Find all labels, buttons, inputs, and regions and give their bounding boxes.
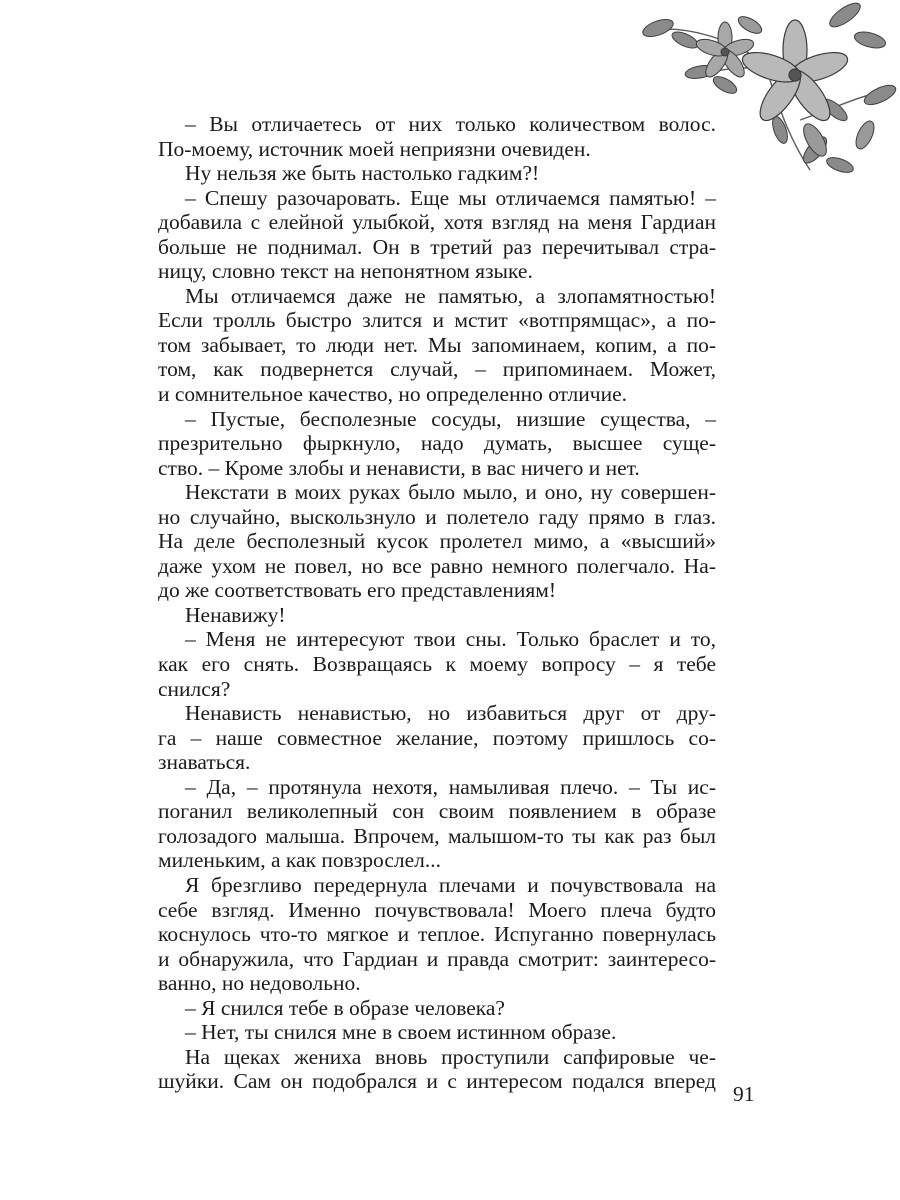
text-line: – Нет, ты снился мне в своем истинном образе.	[185, 1020, 617, 1045]
text-line: миленьким, а как повзрослел...	[158, 848, 442, 873]
ornament-leaf	[853, 29, 888, 51]
text-line: том, как подвернется случай, – припоминаем. Может,	[158, 357, 716, 382]
ornament-leaf	[825, 155, 855, 176]
ornament-leaf	[641, 16, 676, 40]
text-line: ванно, но недовольно.	[158, 971, 361, 996]
text-line: Я брезгливо передернула плечами и почувствовала на	[185, 872, 716, 897]
text-line: голозадого малыша. Впрочем, малышом-то ты как раз был	[158, 823, 716, 848]
ornament-leaf	[770, 115, 791, 145]
text-line: ство. – Кроме злобы и ненависти, в вас ничего и нет.	[158, 455, 640, 480]
text-line: знаваться.	[158, 750, 251, 775]
text-line: – Меня не интересуют твои сны. Только браслет и то,	[185, 627, 716, 652]
text-line: шуйки. Сам он подобрался и с интересом подался вперед	[158, 1069, 716, 1094]
text-line: поганил великолепный сон своим появлением в образе	[158, 799, 716, 824]
page-number: 91	[733, 1082, 755, 1106]
text-line: себе взгляд. Именно почувствовала! Моего плеча будто	[158, 897, 716, 922]
text-line: Если тролль быстро злится и мстит «вотпрямщас», а по-	[158, 308, 716, 333]
text-line: но случайно, выскользнуло и полетело гаду прямо в глаз.	[158, 504, 716, 529]
text-line: – Вы отличаетесь от них только количеством волос.	[185, 112, 716, 136]
text-line: На щеках жениха вновь проступили сапфировые че-	[185, 1044, 716, 1069]
ornament-leaf	[862, 81, 899, 108]
text-line: Ну нельзя же быть настолько гадким?!	[185, 161, 540, 186]
text-line: добавила с елейной улыбкой, хотя взгляд на меня Гардиан	[158, 210, 716, 235]
text-line: По-моему, источник моей неприязни очевиден.	[158, 136, 591, 161]
text-line: – Я снился тебе в образе человека?	[185, 995, 505, 1020]
body-text	[158, 112, 716, 1094]
text-line: презрительно фыркнуло, надо думать, высшее суще-	[158, 431, 716, 456]
text-line: Ненависть ненавистью, но избавиться друг от дру-	[185, 701, 716, 726]
text-line: том забывает, то люди нет. Мы запоминаем, копим, а по-	[158, 332, 716, 357]
text-line: га – наше совместное желание, поэтому пришлось со-	[158, 725, 716, 750]
text-line: – Пустые, бесполезные сосуды, низшие существа, –	[185, 406, 716, 431]
text-line: и обнаружила, что Гардиан и правда смотрит: заинтересо-	[158, 946, 716, 971]
text-line: – Да, – протянула нехотя, намыливая плечо. – Ты ис-	[185, 774, 716, 799]
text-line: На деле бесполезный кусок пролетел мимо, а «высший»	[158, 529, 716, 554]
text-line: до же соответствовать его представлениям!	[158, 578, 557, 603]
text-line: и сомнительное качество, но определенно отличие.	[158, 382, 628, 407]
text-line: как его снять. Возвращаясь к моему вопросу – я тебе	[158, 652, 716, 677]
text-line: Мы отличаемся даже не памятью, а злопамятностью!	[185, 283, 716, 308]
text-line: даже ухом не повел, но все равно немного полегчало. На-	[158, 553, 716, 578]
ornament-leaf	[826, 0, 864, 31]
ornament-leaf	[711, 73, 740, 96]
text-line: ницу, словно текст на непонятном языке.	[158, 259, 533, 284]
text-line: – Спешу разочаровать. Еще мы отличаемся памятью! –	[185, 185, 716, 210]
text-line: Некстати в моих руках было мыло, и оно, ну совершен-	[185, 480, 716, 505]
text-line: коснулось что-то мягкое и теплое. Испуганно повернулась	[158, 922, 716, 947]
text-line: Ненавижу!	[185, 602, 286, 627]
text-line: больше не поднимал. Он в третий раз перечитывал стра-	[158, 234, 716, 259]
text-line: снился?	[158, 676, 231, 701]
